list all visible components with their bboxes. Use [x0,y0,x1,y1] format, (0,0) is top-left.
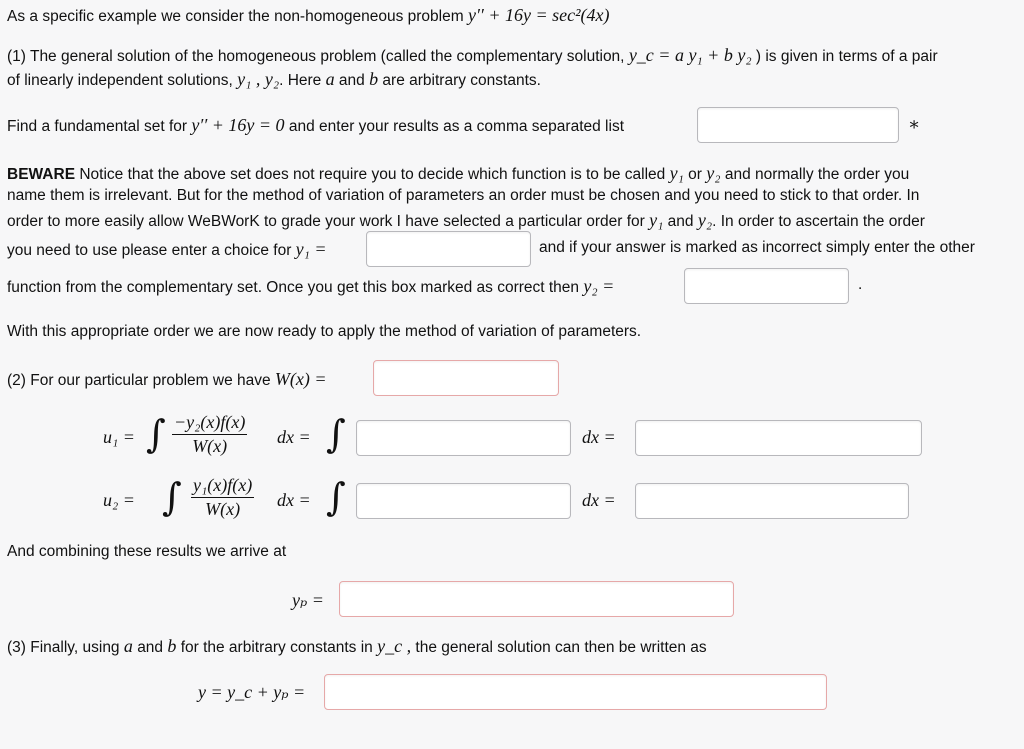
integral-sign-u1-2: ∫ [326,412,346,456]
var-b: b [369,69,379,89]
part3-line [7,636,707,657]
intro-text: As a specific example we consider the non-homogeneous problem [7,8,464,25]
beware-line4 [7,239,327,260]
find-pre: Find a fundamental set for [7,118,188,135]
part1-line1-text: (1) The general solution of the homogeneous problem (called the complementary solution, [7,48,625,65]
y1-label: y₁ = [295,239,327,259]
u1-result-input[interactable] [635,420,922,456]
part1-line2 [7,69,541,90]
period: . [858,276,863,293]
part1-line2-text: of linearly independent solutions, [7,72,233,89]
u1-label: u₁ = [103,427,135,447]
part3-post: the general solution can then be written as [415,639,707,656]
beware-line5 [7,276,614,297]
u2-dx: dx = [582,490,616,510]
wronskian-label: W(x) = [274,369,327,389]
yp-label: yₚ = [292,590,324,610]
solution-pair: y₁ , y₂ [237,69,280,89]
part2-line [7,369,327,390]
part3-and: and [137,639,164,656]
u2-result-input[interactable] [635,483,909,519]
beware-l3and: and [667,213,694,230]
part3-a: a [123,636,133,656]
intro-line [7,5,609,26]
yp-input[interactable] [339,581,734,617]
u2-denominator: W(x) [205,499,241,519]
beware-l5a: function from the complementary set. Once you get this box marked as correct then [7,279,580,296]
u2-numerator: y₁(x)f(x) [191,475,254,498]
u1-dx: dx = [582,427,616,447]
homogeneous-equation: y′′ + 16y = 0 [191,115,285,135]
part3-pre: (3) Finally, using [7,639,120,656]
beware-or: or [688,166,702,183]
fundamental-set-input[interactable] [697,107,899,143]
integral-sign-u2-2: ∫ [326,475,346,519]
beware-y2: y₂ [706,163,721,183]
var-a: a [325,69,335,89]
beware-l1b: and normally the order you [724,166,910,183]
part3-yc: y_c , [377,636,412,656]
order-note: With this appropriate order we are now ready to apply the method of variation of parameters. [7,323,642,340]
beware-line2: name them is irrelevant. But for the method of variation of parameters an order must be chosen and you need to stick to that order. In [7,187,920,204]
u2-label: u₂ = [103,490,135,510]
intro-equation-text: y′′ + 16y = sec²(4x) [467,5,610,25]
beware-l3a: order to more easily allow WeBWorK to grade your work I have selected a particular order for [7,213,645,230]
combine-text: And combining these results we arrive at [7,543,287,560]
yc-equation: y_c = a y₁ + b y₂ [628,45,752,65]
find-post: and enter your results as a comma separated list [288,118,624,135]
integral-sign-u2: ∫ [162,475,182,519]
wronskian-input[interactable] [373,360,559,396]
part2-text: (2) For our particular problem we have [7,372,271,389]
y2-label: y₂ = [583,276,615,296]
u1-integrand-input[interactable] [356,420,571,456]
u2-fraction [191,475,254,520]
beware-l4a: you need to use please enter a choice for [7,242,292,259]
y1-input[interactable] [366,231,531,267]
part3-b: b [167,636,177,656]
part1-line1 [7,45,938,66]
intro-equation [468,5,610,25]
beware-l3y1: y₁ [649,210,664,230]
beware-l4b: and if your answer is marked as incorrect simply enter the other [539,239,975,256]
part1-line1-post: ) is given in terms of a pair [755,48,938,65]
beware-line3 [7,210,925,231]
and-text: and [338,72,365,89]
general-solution-input[interactable] [324,674,827,710]
beware-l3b: . In order to ascertain the order [712,213,925,230]
beware-l3y2: y₂ [697,210,713,230]
u2-dx-equals: dx = [277,490,311,510]
general-solution-label: y = y_c + yₚ = [198,682,306,702]
u1-dx-equals: dx = [277,427,311,447]
part1-line2-mid: . Here [279,72,322,89]
part1-line2-post: are arbitrary constants. [382,72,541,89]
star-marker: ∗ [908,114,921,134]
beware-label: BEWARE [7,166,76,183]
u2-integrand-input[interactable] [356,483,571,519]
beware-line1 [7,163,909,184]
beware-y1: y₁ [669,163,684,183]
y2-input[interactable] [684,268,849,304]
part3-mid: for the arbitrary constants in [180,639,373,656]
integral-sign-u1: ∫ [146,412,166,456]
u1-denominator: W(x) [192,436,228,456]
u1-fraction [172,412,247,457]
find-fundamental-set-line [7,115,624,136]
beware-l1a: Notice that the above set does not require you to decide which function is to be called [79,166,666,183]
u1-numerator: −y₂(x)f(x) [172,412,247,435]
